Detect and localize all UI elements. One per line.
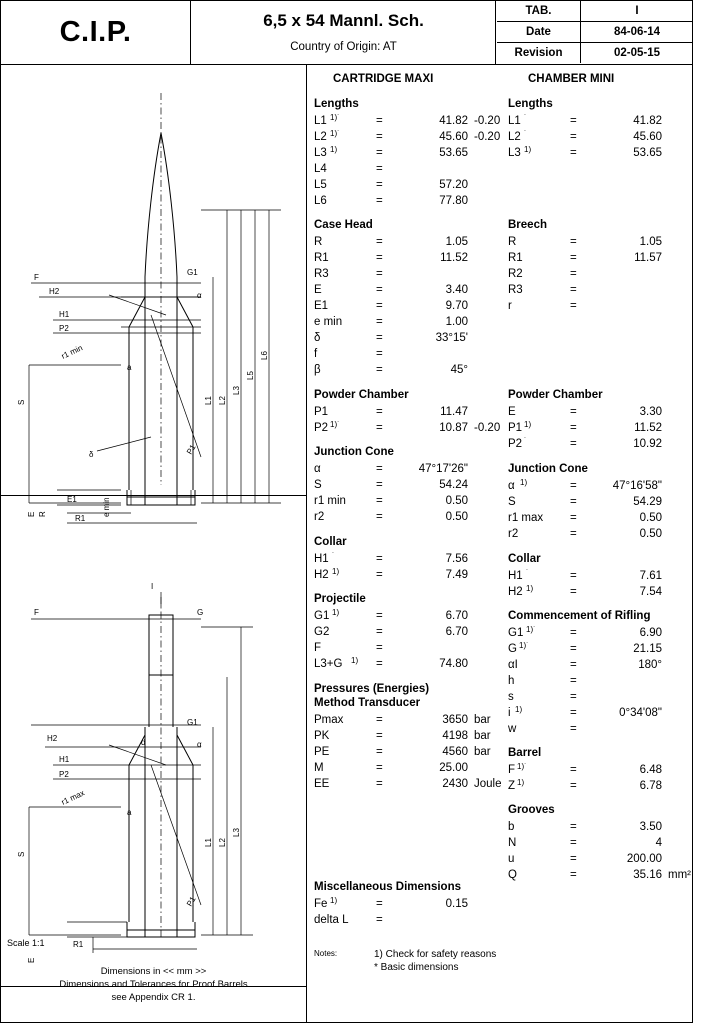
value: 180° [638,659,662,671]
svg-text:P2: P2 [59,770,69,779]
value: 33°15' [435,332,468,344]
label: α [508,480,515,492]
eq: = [376,495,383,507]
value: 45.60 [633,131,662,143]
value: 0°34'08" [619,707,662,719]
label: P2 [508,438,523,450]
eq: = [376,730,383,742]
label: Q [508,869,517,881]
chamber-drawing [1,497,306,987]
eq: = [376,147,383,159]
label: Fe [314,898,328,910]
cip-logo [1,1,191,64]
eq: = [376,131,383,143]
tab-label: TAB. [497,1,581,21]
label: L3 [314,147,327,159]
label: N [508,837,517,849]
label: f [314,348,318,360]
sup: 1) [524,420,532,429]
eq: = [376,479,383,491]
value: 74.80 [439,658,468,670]
label: S [314,479,322,491]
eq: = [570,147,577,159]
label: G1 [314,610,330,622]
svg-text:F: F [34,273,39,282]
label: L3 [508,147,521,159]
svg-text:E: E [27,957,36,963]
label: R [314,236,323,248]
svg-text:H2: H2 [49,287,60,296]
eq: = [376,610,383,622]
label: r2 [508,528,519,540]
label: L1 [508,115,521,127]
eq: = [376,348,383,360]
svg-text:e min: e min [102,497,111,517]
value: 11.47 [440,406,468,418]
eq: = [376,914,383,926]
value: 45.60 [439,131,468,143]
value: 3.40 [445,284,468,296]
chamber-lengths-title: Lengths [508,98,553,110]
label: L6 [314,195,327,207]
eq: = [376,714,383,726]
header-meta-table [497,1,692,64]
svg-text:E: E [27,511,36,517]
cartridge-powder-chamber-title: Powder Chamber [314,389,409,401]
eq: = [570,131,577,143]
svg-text:L2: L2 [218,396,227,405]
label: L5 [314,179,327,191]
eq: = [570,821,577,833]
eq: = [376,300,383,312]
value: 4198 [442,730,468,742]
value: 0.50 [445,495,468,507]
eq: = [376,406,383,418]
label: L2 [508,131,521,143]
cartridge-projectile-title: Projectile [314,593,366,605]
svg-text:R: R [38,511,47,517]
svg-text:E1: E1 [67,495,77,504]
value: 35.16 [633,869,662,881]
value: 0.15 [445,898,468,910]
svg-text:r1 min: r1 min [60,343,84,361]
header-meta-row [497,1,692,22]
svg-text:H1: H1 [59,755,70,764]
eq: = [570,480,577,492]
value: 9.70 [445,300,468,312]
notes-line-1: 1) Check for safety reasons [374,949,497,960]
svg-text:L5: L5 [246,371,255,380]
scale-note: Scale 1:1 [7,938,45,948]
header-meta-row [497,22,692,43]
eq: = [570,570,577,582]
label: e min [314,316,343,328]
drawing-footnote [1,965,306,1004]
tolerance: -0.20 [474,422,501,434]
label: α [314,463,321,475]
label: P1 [314,406,329,418]
eq: = [570,268,577,280]
eq: = [570,643,577,655]
value: 57.20 [439,179,468,191]
value: 200.00 [626,853,662,865]
value: 21.15 [633,643,662,655]
label: i [508,707,511,719]
sup: ˙ [524,113,527,122]
svg-text:S: S [17,851,26,857]
eq: = [376,179,383,191]
svg-text:a: a [127,808,132,817]
cartridge-maxi-heading: CARTRIDGE MAXI [333,73,434,85]
value: 11.52 [634,422,662,434]
eq: = [376,115,383,127]
value: 7.56 [445,553,468,565]
eq: = [376,778,383,790]
value: 0.50 [639,528,662,540]
cip-logo-text: C.I.P. [59,16,132,48]
drawings-column [1,65,307,1023]
label: b [508,821,515,833]
value: 1.05 [639,236,662,248]
label: E1 [314,300,329,312]
value: 3650 [442,714,468,726]
value: 6.70 [445,610,468,622]
label: H1 [314,553,329,565]
label: F [314,642,322,654]
eq: = [570,627,577,639]
value: 11.57 [634,252,662,264]
eq: = [570,675,577,687]
cartridge-drawing [1,65,306,523]
eq: = [376,236,383,248]
svg-text:R1: R1 [73,940,84,949]
label: EE [314,778,330,790]
eq: = [570,764,577,776]
tolerance: -0.20 [474,131,501,143]
chamber-powder-chamber-title: Powder Chamber [508,389,603,401]
date-value: 84-06-14 [613,26,661,38]
label: r2 [314,511,325,523]
specs-column [308,65,692,1023]
value: 6.48 [639,764,662,776]
notes-label: Notes: [314,949,338,958]
value: 0.50 [639,512,662,524]
unit: bar [474,746,491,758]
label: R3 [508,284,523,296]
sup: 1)˙ [519,641,529,650]
eq: = [570,691,577,703]
eq: = [570,780,577,792]
tolerance: -0.20 [474,115,501,127]
eq: = [376,364,383,376]
cartridge-case-head-title: Case Head [314,219,373,231]
label: G2 [314,626,330,638]
eq: = [570,422,577,434]
sup: 1) [526,584,534,593]
eq: = [376,511,383,523]
header-meta-row [497,43,692,64]
cartridge-title: 6,5 x 54 Mannl. Sch. [263,11,424,30]
eq: = [570,236,577,248]
eq: = [570,496,577,508]
svg-text:F: F [34,608,39,617]
footnote-line-2: Dimensions and Tolerances for Proof Barrels [59,979,248,990]
label: P2 [314,422,329,434]
label: F [508,764,516,776]
eq: = [376,746,383,758]
eq: = [570,284,577,296]
label: R1 [314,252,329,264]
sup: 1)˙ [330,129,340,138]
svg-text:P1: P1 [184,443,198,456]
eq: = [376,163,383,175]
sup: ˙ [524,436,527,445]
eq: = [376,569,383,581]
eq: = [376,195,383,207]
sup: 1) [332,567,340,576]
svg-text:I: I [151,582,154,591]
value: 3.50 [639,821,662,833]
eq: = [376,268,383,280]
label: r1 min [314,495,346,507]
sup: 1)˙ [517,762,527,771]
eq: = [376,422,383,434]
svg-text:G1: G1 [187,268,198,277]
eq: = [376,284,383,296]
eq: = [570,528,577,540]
svg-text:d: d [141,738,146,747]
label: Z [508,780,516,792]
value: 0.50 [445,511,468,523]
svg-text:L6: L6 [260,351,269,360]
label: S [508,496,516,508]
chamber-junction-cone-title: Junction Cone [508,463,588,475]
eq: = [376,553,383,565]
label: G [508,643,517,655]
eq: = [570,707,577,719]
label: β [314,364,321,376]
value: 54.29 [633,496,662,508]
eq: = [570,252,577,264]
value: 2430 [442,778,468,790]
value: 25.00 [439,762,468,774]
sup: 1) [332,608,340,617]
label: h [508,675,515,687]
label: u [508,853,515,865]
label: r1 max [508,512,544,524]
cartridge-lengths-title: Lengths [314,98,359,110]
svg-text:L1: L1 [204,396,213,405]
label: E [508,406,516,418]
svg-text:L2: L2 [218,838,227,847]
eq: = [570,438,577,450]
eq: = [376,332,383,344]
header-title-block [192,1,496,64]
eq: = [570,723,577,735]
eq: = [570,115,577,127]
tab-value: I [635,5,639,17]
eq: = [570,586,577,598]
svg-text:L3: L3 [232,828,241,837]
sup: 1)˙ [330,113,340,122]
sup: 1) [524,145,532,154]
sup: 1) [330,896,338,905]
label: Pmax [314,714,344,726]
svg-text:α: α [197,291,202,300]
value: 4 [655,837,662,849]
eq: = [376,463,383,475]
date-label: Date [497,22,581,42]
svg-text:α: α [197,740,202,749]
svg-text:δ: δ [89,450,94,459]
svg-text:P1: P1 [184,895,198,908]
value: 45° [450,364,468,376]
eq: = [570,837,577,849]
sup: 1) [351,656,359,665]
label: L1 [314,115,327,127]
value: 1.05 [445,236,468,248]
label: R1 [508,252,523,264]
chamber-barrel-title: Barrel [508,747,542,759]
eq: = [570,853,577,865]
label: H2 [314,569,329,581]
cartridge-method-subtitle: Method Transducer [314,697,421,709]
value: 6.70 [445,626,468,638]
revision-label: Revision [497,43,581,63]
unit: Joule [474,778,502,790]
chamber-collar-title: Collar [508,553,541,565]
svg-text:H2: H2 [47,734,58,743]
value: 3.30 [639,406,662,418]
sup: ˙ [332,551,335,560]
value: 41.82 [633,115,662,127]
svg-text:a: a [127,363,132,372]
unit: bar [474,714,491,726]
label: w [508,723,517,735]
chamber-mini-heading: CHAMBER MINI [528,73,615,85]
label: L3+G [314,658,343,670]
value: 10.92 [633,438,662,450]
label: R [508,236,517,248]
label: G1 [508,627,524,639]
svg-text:R1: R1 [75,514,86,523]
sup: 1)˙ [330,420,340,429]
label: H1 [508,570,523,582]
eq: = [376,762,383,774]
cartridge-junction-cone-title: Junction Cone [314,446,394,458]
sup: 1)˙ [526,625,536,634]
header [1,1,692,65]
sup: 1) [515,705,523,714]
svg-text:L3: L3 [232,386,241,395]
revision-value: 02-05-15 [613,47,661,59]
value: 54.24 [439,479,468,491]
value: 7.49 [445,569,468,581]
chamber-breech-title: Breech [508,219,547,231]
value: 4560 [442,746,468,758]
svg-text:G1: G1 [187,718,198,727]
eq: = [376,316,383,328]
svg-text:G: G [197,608,204,617]
label: PE [314,746,330,758]
label: s [508,691,514,703]
unit: mm² [668,869,691,881]
eq: = [570,300,577,312]
label: E [314,284,322,296]
footnote-line-1: Dimensions in << mm >> [100,966,207,977]
eq: = [376,626,383,638]
value: 77.80 [439,195,468,207]
chamber-rifling-title: Commencement of Rifling [508,610,651,622]
sup: 1) [520,478,528,487]
value: 47°16'58" [612,480,662,492]
unit: bar [474,730,491,742]
cartridge-pressures-title: Pressures (Energies) [314,683,430,695]
label: PK [314,730,330,742]
cartridge-collar-title: Collar [314,536,347,548]
sup: ˙ [524,129,527,138]
cartridge-misc-title: Miscellaneous Dimensions [314,881,461,893]
svg-text:r1 max: r1 max [60,788,87,807]
svg-text:P2: P2 [59,324,69,333]
value: 11.52 [440,252,468,264]
eq: = [376,252,383,264]
country-of-origin: Country of Origin: AT [290,41,397,53]
sup: ˙ [526,568,529,577]
eq: = [570,512,577,524]
label: P1 [508,422,523,434]
value: 10.87 [439,422,468,434]
label: L2 [314,131,327,143]
eq: = [570,659,577,671]
label: M [314,762,324,774]
label: αI [508,659,518,671]
value: 47°17'26" [418,463,468,475]
value: 7.54 [639,586,662,598]
eq: = [376,642,383,654]
chamber-grooves-title: Grooves [508,804,555,816]
eq: = [570,406,577,418]
notes-line-2: * Basic dimensions [374,962,459,973]
eq: = [376,898,383,910]
eq: = [376,658,383,670]
label: L4 [314,163,327,175]
svg-text:S: S [17,399,26,405]
label: delta L [314,914,349,926]
value: 41.82 [439,115,468,127]
value: 1.00 [445,316,468,328]
sup: 1) [517,778,525,787]
sup: 1) [330,145,338,154]
eq: = [570,869,577,881]
svg-text:L1: L1 [204,838,213,847]
value: 7.61 [639,570,662,582]
value: 53.65 [633,147,662,159]
footnote-line-3: see Appendix CR 1. [111,992,196,1003]
label: δ [314,332,321,344]
value: 6.78 [639,780,662,792]
label: r [508,300,512,312]
svg-text:H1: H1 [59,310,70,319]
label: H2 [508,586,523,598]
label: R3 [314,268,329,280]
value: 6.90 [639,627,662,639]
value: 53.65 [439,147,468,159]
label: R2 [508,268,523,280]
